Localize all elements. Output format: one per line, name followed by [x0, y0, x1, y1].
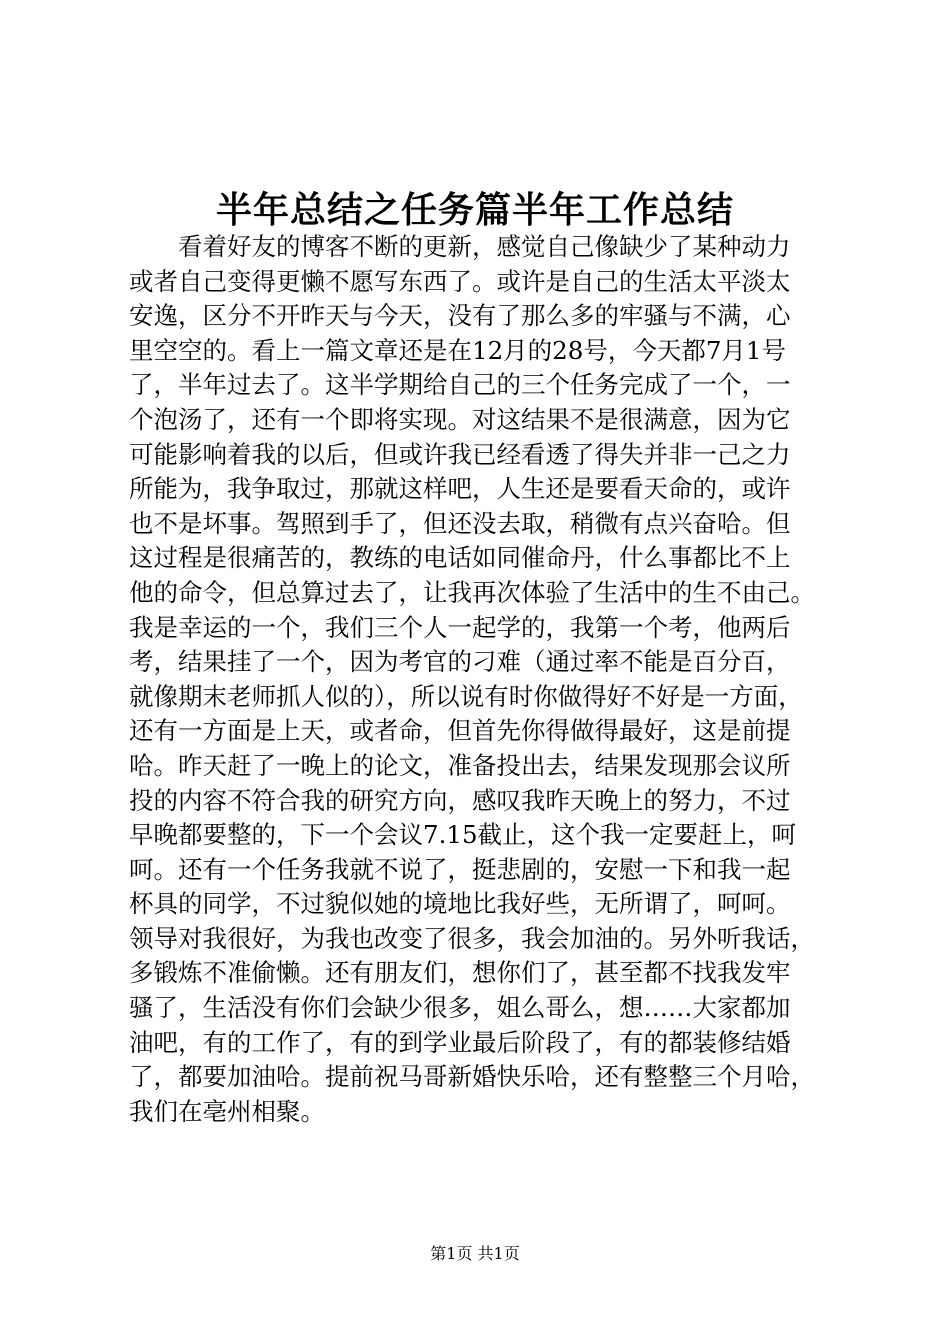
text-line: 看着好友的博客不断的更新，感觉自己像缺少了某种动力 [178, 232, 791, 261]
text-line: 安逸，区分不开昨天与今天，没有了那么多的牢骚与不满，心 [129, 301, 791, 331]
text-line: 了，半年过去了。这半学期给自己的三个任务完成了一个，一 [129, 370, 791, 400]
text-line: 他的命令，但总算过去了，让我再次体验了生活中的生不由己。 [129, 577, 815, 607]
text-line: 我们在亳州相聚。 [129, 1096, 325, 1126]
text-line: 可能影响着我的以后，但或许我已经看透了得失并非一己之力 [129, 439, 791, 469]
text-line: 投的内容不符合我的研究方向，感叹我昨天晚上的努力，不过 [129, 785, 791, 815]
text-line: 考，结果挂了一个，因为考官的刁难（通过率不能是百分百， [129, 647, 791, 677]
text-line: 也不是坏事。驾照到手了，但还没去取，稍微有点兴奋哈。但 [129, 508, 791, 538]
text-line: 了，都要加油哈。提前祝马哥新婚快乐哈，还有整整三个月哈， [129, 1062, 815, 1092]
text-line: 就像期末老师抓人似的），所以说有时你做得好不好是一方面， [129, 681, 803, 711]
text-line: 或者自己变得更懒不愿写东西了。或许是自己的生活太平淡太 [129, 266, 791, 296]
text-line: 还有一方面是上天，或者命，但首先你得做得最好，这是前提 [129, 716, 791, 746]
text-line: 所能为，我争取过，那就这样吧，人生还是要看天命的，或许 [129, 474, 791, 504]
text-line: 哈。昨天赶了一晚上的论文，准备投出去，结果发现那会议所 [129, 750, 791, 780]
text-line: 杯具的同学，不过貌似她的境地比我好些，无所谓了，呵呵。 [129, 889, 791, 919]
text-line: 我是幸运的一个，我们三个人一起学的，我第一个考，他两后 [129, 612, 791, 642]
page-footer: 第1页 共1页 [430, 1244, 520, 1263]
text-line: 油吧，有的工作了，有的到学业最后阶段了，有的都装修结婚 [129, 1027, 791, 1057]
text-line: 领导对我很好，为我也改变了很多，我会加油的。另外听我话， [129, 923, 815, 953]
text-line: 多锻炼不准偷懒。还有朋友们，想你们了，甚至都不找我发牢 [129, 958, 791, 988]
text-line: 个泡汤了，还有一个即将实现。对这结果不是很满意，因为它 [129, 404, 791, 434]
text-line: 里空空的。看上一篇文章还是在12月的28号，今天都7月1号 [129, 335, 787, 365]
text-line: 这过程是很痛苦的，教练的电话如同催命丹，什么事都比不上 [129, 543, 791, 573]
page-title: 半年总结之任务篇半年工作总结 [215, 189, 734, 231]
text-line: 呵。还有一个任务我就不说了，挺悲剧的，安慰一下和我一起 [129, 854, 791, 884]
text-line: 早晚都要整的，下一个会议7.15截止，这个我一定要赶上，呵 [129, 820, 797, 850]
text-line: 骚了，生活没有你们会缺少很多，姐么哥么，想……大家都加 [129, 993, 791, 1023]
body-text [129, 230, 849, 1129]
